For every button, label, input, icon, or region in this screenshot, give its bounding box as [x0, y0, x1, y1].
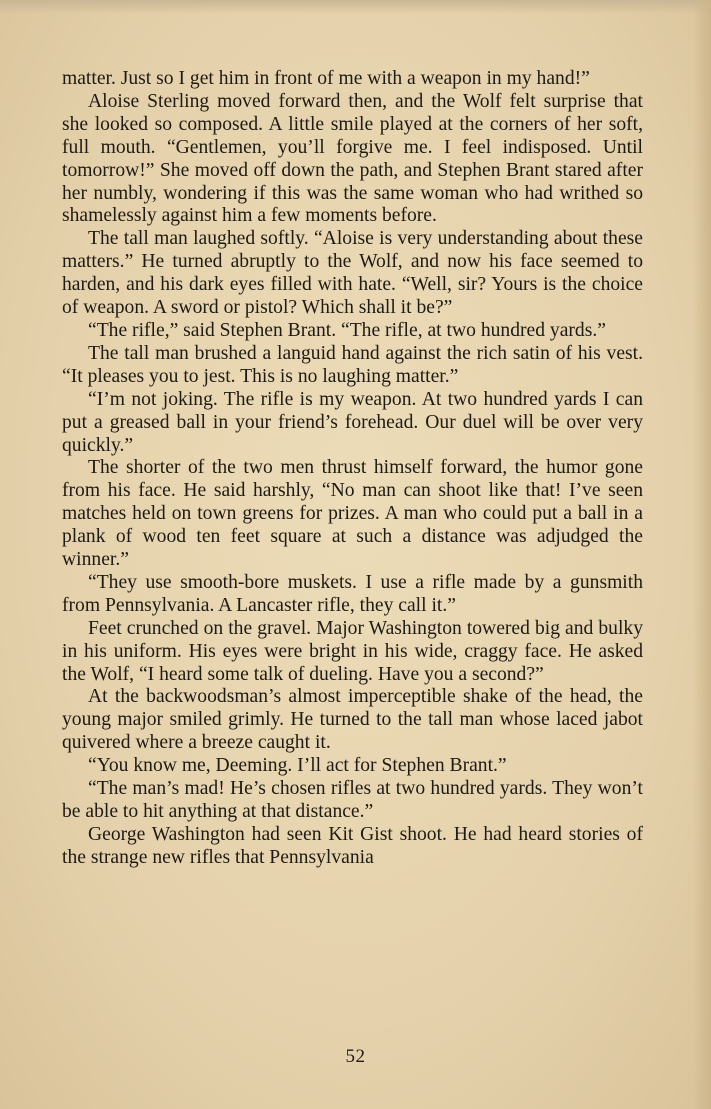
paragraph: Feet crunched on the gravel. Major Washington towered big and bulky in his uniform. His eyes were bright in his wide, craggy face. He asked the Wolf, “I heard some talk of dueling. Have you a second?”	[62, 617, 643, 685]
paragraph: The tall man brushed a languid hand against the rich satin of his vest. “It pleases you to jest. This is no laughing matter.”	[62, 342, 643, 387]
paragraph: matter. Just so I get him in front of me with a weapon in my hand!”	[62, 68, 590, 89]
paragraph: The shorter of the two men thrust himself forward, the humor gone from his face. He said harshly, “No man can shoot like that! I’ve seen matches held on town greens for prizes. A man who could put a ball in a plank of wood ten feet square at such a distance was adjudged the winner.”	[62, 457, 643, 571]
body-text	[62, 68, 643, 870]
paragraph: George Washington had seen Kit Gist shoot. He had heard stories of the strange new rifles that Pennsylvania	[62, 823, 643, 868]
paragraph: “I’m not joking. The rifle is my weapon. At two hundred yards I can put a greased ball in your friend’s forehead. Our duel will be over very quickly.”	[62, 388, 643, 456]
page-number: 52	[345, 1046, 366, 1067]
paragraph: “The man’s mad! He’s chosen rifles at two hundred yards. They won’t be able to hit anything at that distance.”	[62, 778, 643, 822]
paragraph: At the backwoodsman’s almost imperceptible shake of the head, the young major smiled grimly. He turned to the tall man whose laced jabot quivered where a breeze caught it.	[62, 686, 643, 754]
paragraph: “They use smooth-bore muskets. I use a rifle made by a gunsmith from Pennsylvania. A Lancaster rifle, they call it.”	[62, 571, 643, 616]
paragraph: “You know me, Deeming. I’ll act for Stephen Brant.”	[88, 755, 507, 777]
paragraph: The tall man laughed softly. “Aloise is very understanding about these matters.” He turned abruptly to the Wolf, and now his face seemed to harden, and his dark eyes filled with hate. “Well, sir? Yours is the choice of weapon. A sword or pistol? Which shall it be?”	[62, 228, 643, 319]
paragraph: Aloise Sterling moved forward then, and the Wolf felt surprise that she looked so composed. A little smile played at the corners of her soft, full mouth. “Gentlemen, you’ll forgive me. I feel indisposed. Until tomorrow!” She moved off down the path, and Stephen Brant stared after her numbly, wondering if this was the same woman who had writhed so shamelessly against him a few moments before.	[62, 90, 643, 227]
paragraph: “The rifle,” said Stephen Brant. “The rifle, at two hundred yards.”	[88, 319, 606, 341]
